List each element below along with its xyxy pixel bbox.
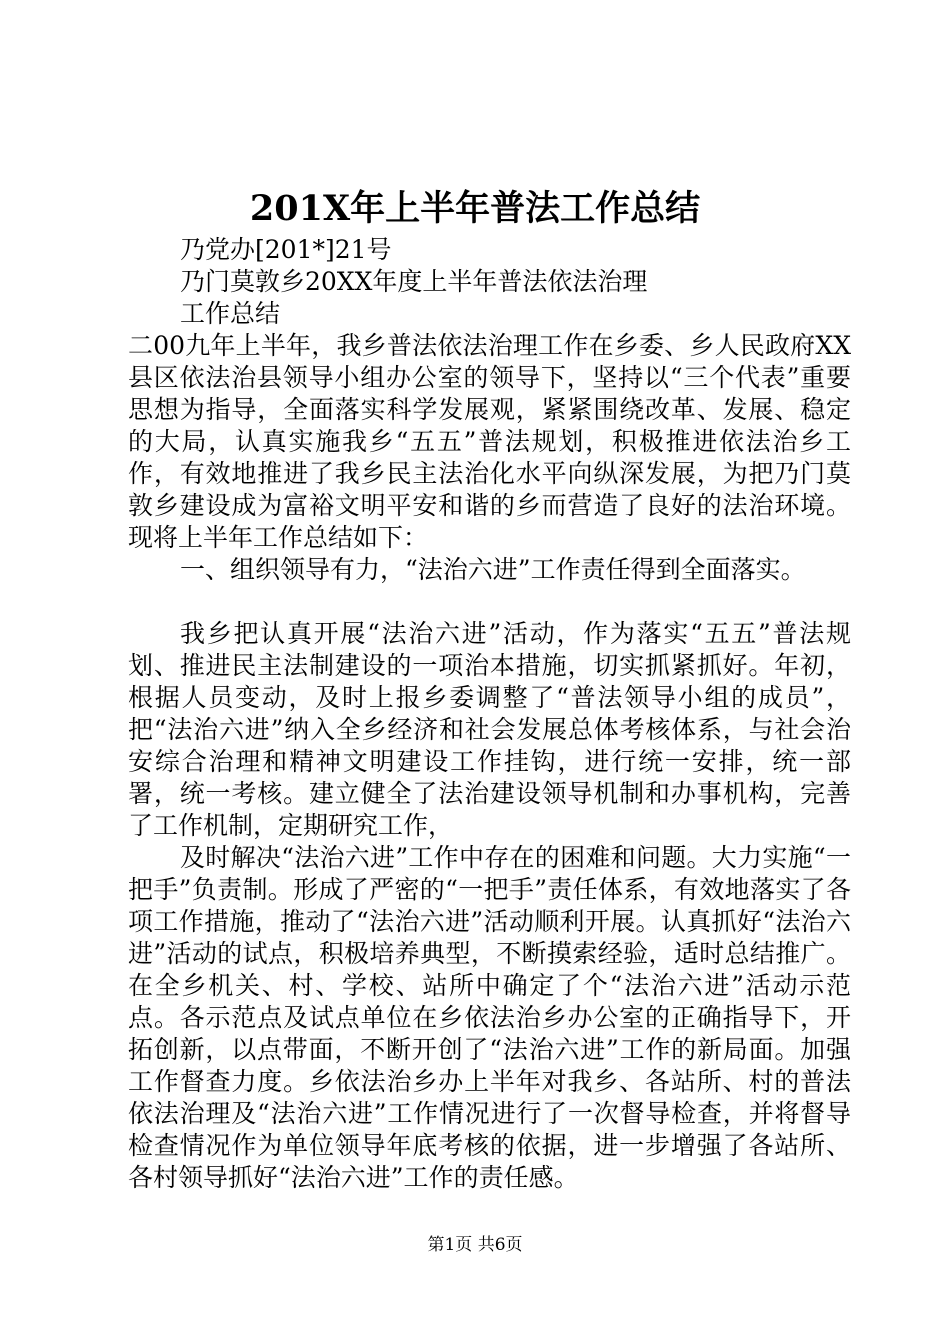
paragraph-body-1: 我乡把认真开展“法治六进”活动，作为落实“五五”普法规划、推进民主法制建设的一项治本措施，切实抓紧抓好。年初，根据人员变动，及时上报乡委调整了“普法领导小组的成员”，把“法治六进”纳入全乡经济和社会发展总体考核体系，与社会治安综合治理和精神文明建设工作挂钩，进行统一安排，统一部署，统一考核。建立健全了法治建设领导机制和办事机构，完善了工作机制，定期研究工作， xyxy=(128,619,851,840)
subtitle-line-2: 工作总结 xyxy=(180,299,281,328)
section-heading-1: 一、组织领导有力，“法治六进”工作责任得到全面落实。 xyxy=(180,555,806,584)
subtitle-line-1: 乃门莫敦乡20XX年度上半年普法依法治理 xyxy=(180,267,648,296)
document-body xyxy=(128,234,851,1194)
page-footer: 第1页 共6页 xyxy=(427,1235,523,1255)
document-number: 乃党办[201*]21号 xyxy=(180,235,392,264)
paragraph-body-2: 及时解决“法治六进”工作中存在的困难和问题。大力实施“一把手”负责制。形成了严密的“一把手”责任体系，有效地落实了各项工作措施，推动了“法治六进”活动顺利开展。认真抓好“法治六进”活动的试点，积极培养典型，不断摸索经验，适时总结推广。在全乡机关、村、学校、站所中确定了个“法治六进”活动示范点。各示范点及试点单位在乡依法治乡办公室的正确指导下，开拓创新，以点带面，不断开创了“法治六进”工作的新局面。加强工作督查力度。乡依法治乡办上半年对我乡、各站所、村的普法依法治理及“法治六进”工作情况进行了一次督导检查，并将督导检查情况作为单位领导年底考核的依据，进一步增强了各站所、各村领导抓好“法治六进”工作的责任感。 xyxy=(128,843,851,1192)
document-title: 201X年上半年普法工作总结 xyxy=(249,188,701,229)
paragraph-intro: 二00九年上半年，我乡普法依法治理工作在乡委、乡人民政府XX县区依法治县领导小组办公室的领导下，坚持以“三个代表”重要思想为指导，全面落实科学发展观，紧紧围绕改革、发展、稳定的大局，认真实施我乡“五五”普法规划，积极推进依法治乡工作，有效地推进了我乡民主法治化水平向纵深发展，为把乃门莫敦乡建设成为富裕文明平安和谐的乡而营造了良好的法治环境。现将上半年工作总结如下： xyxy=(128,331,851,552)
